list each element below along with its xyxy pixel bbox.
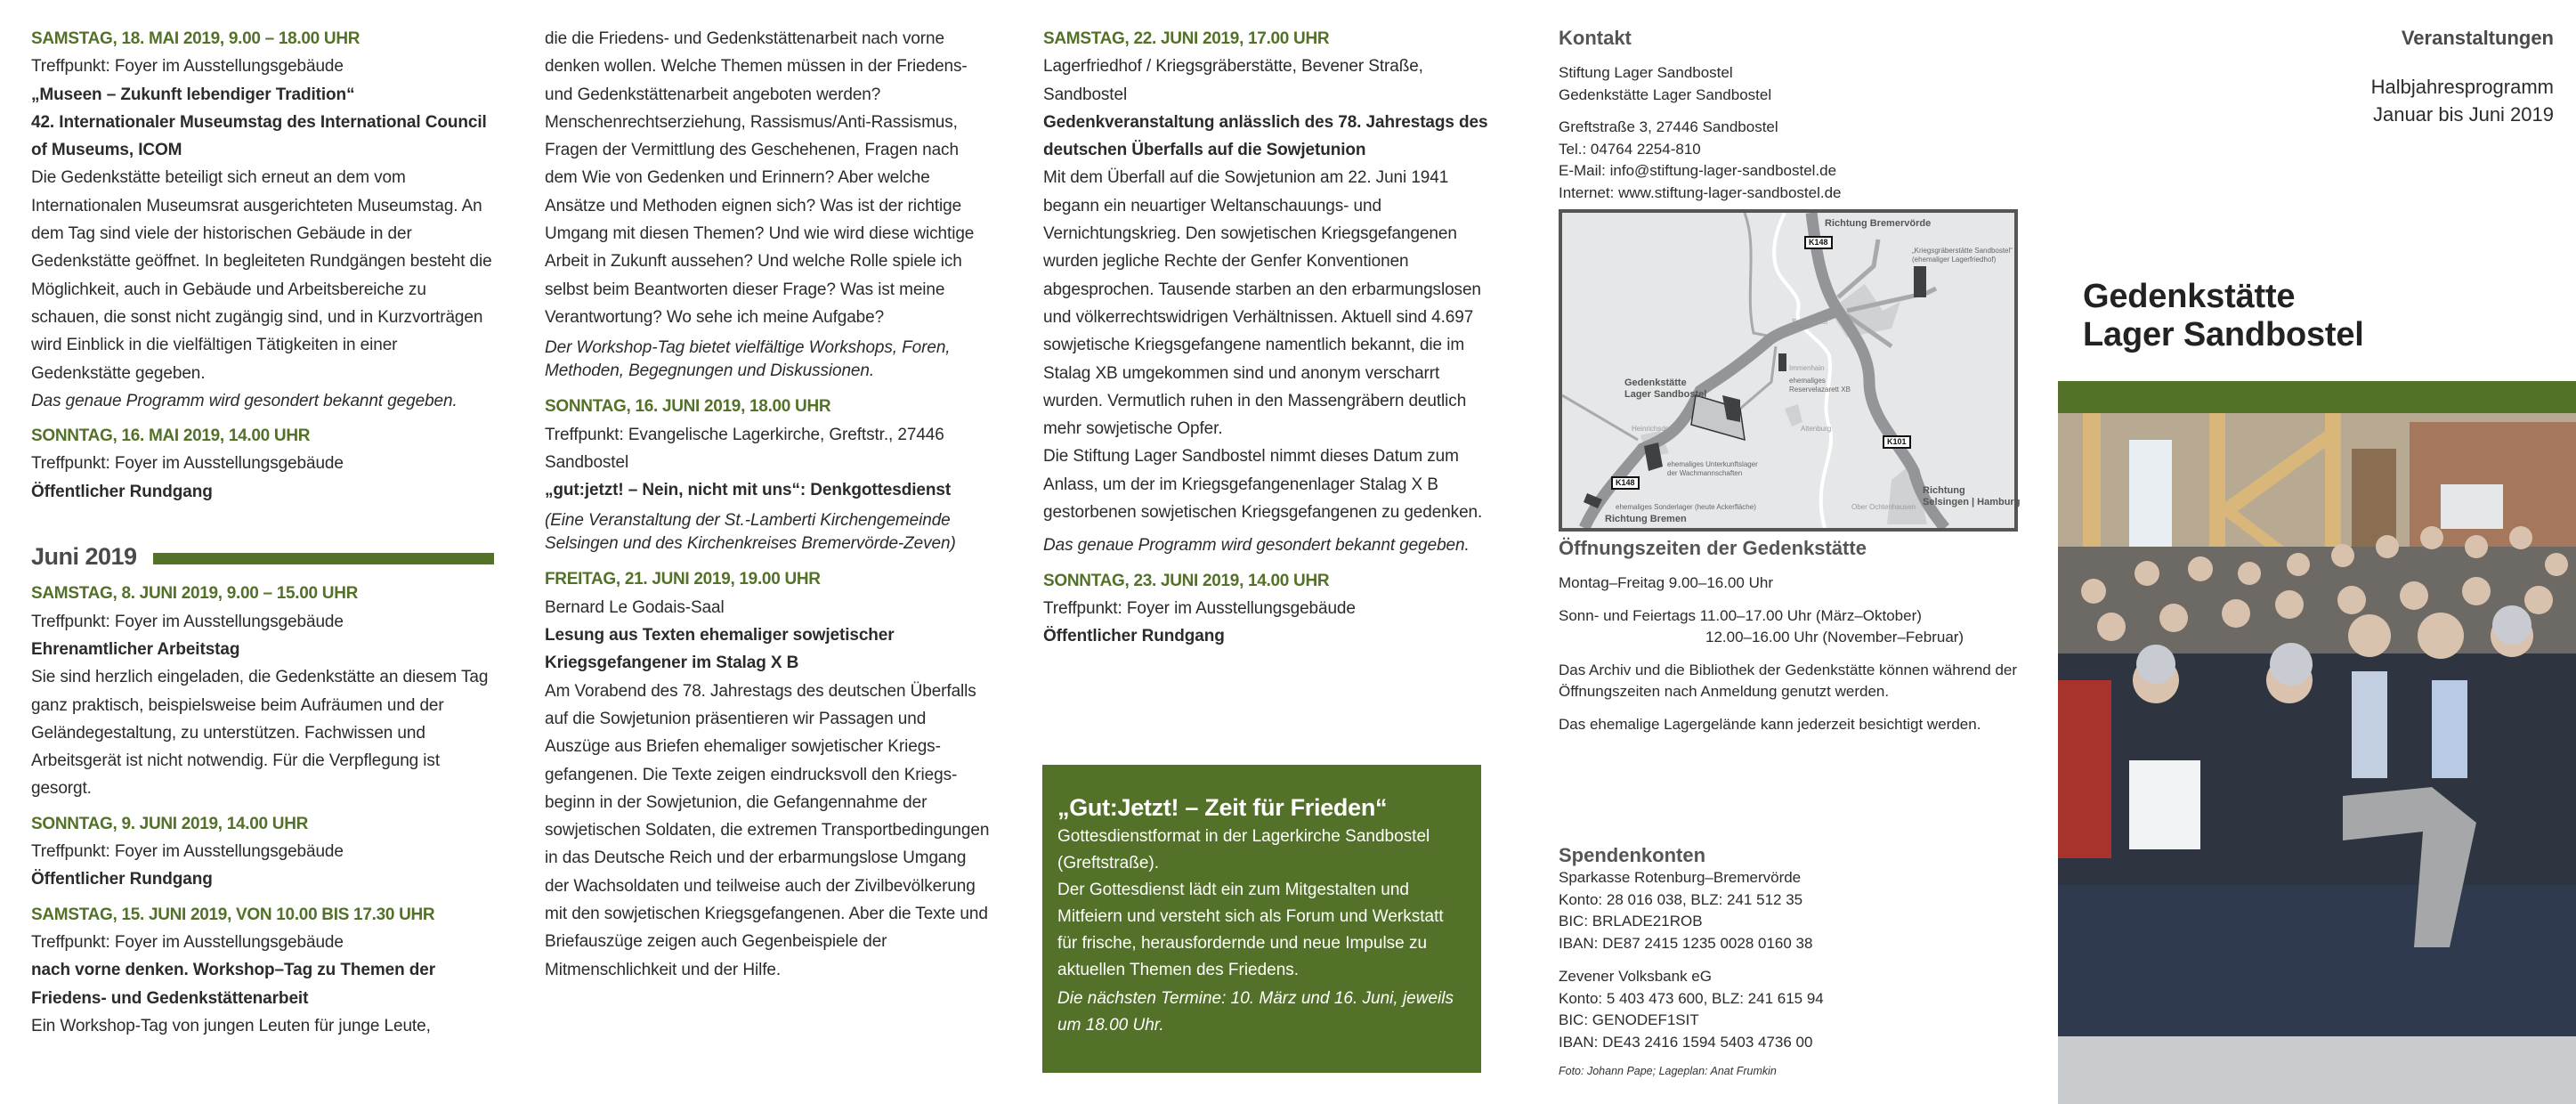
opening-sundays-summer: Sonn- und Feiertags 11.00–17.00 Uhr (März–Oktober)	[1559, 606, 1922, 624]
contact-email[interactable]: E-Mail: info@stiftung-lager-sandbostel.de	[1559, 162, 1837, 179]
cover-label: Veranstaltungen	[2401, 27, 2554, 49]
map-road-sign-k148-south: K148	[1611, 476, 1640, 490]
bank-iban: IBAN: DE87 2415 1235 0028 0160 38	[1559, 935, 1813, 953]
event-title: Öffentlicher Rundgang	[1043, 627, 1225, 646]
event-rundgang-may	[31, 422, 494, 506]
map-label-selsingen-1: Richtung	[1923, 485, 1965, 496]
map-label-lazarett-1: ehemaliges	[1789, 377, 1826, 385]
bank-account-sparkasse	[1559, 867, 2021, 955]
event-place: Treffpunkt: Evangelische Lagerkirche, Greftstr., 27446 Sandbostel	[545, 425, 944, 472]
month-divider-bar	[153, 553, 494, 564]
map-road-sign-k101: K101	[1883, 435, 1911, 449]
bank-name: Sparkasse Rotenburg–Bremervörde	[1559, 869, 1802, 886]
event-description: Mit dem Überfall auf die Sowjetunion am 22. Juni 1941 begann ein neuartiger Weltanschauungs- und Vernichtungskrieg. Den sowjetischen Kriegsgefangenen wurden jegliche Rechte der Genfer Konventionen abgesprochen. Tausende starben an den erbarmungslosen und völkerrechtswidrigen Verhältnissen. Aktuell sind 4.697 sowjetische Kriegsgefangene namentlich bekannt, die im Stalag XB umgekommen sind und anonym verscharrt wurden. Vermutlich ruhen in den Massengräbern deutlich mehr sowjetische Opfer.	[1043, 168, 1481, 439]
event-place: Lagerfriedhof / Kriegsgräberstätte, Bevener Straße, Sandbostel	[1043, 57, 1423, 104]
event-title: Lesung aus Texten ehemaliger sowjetischer Kriegsgefangener im Stalag X B	[545, 626, 895, 673]
column-june-continued	[545, 25, 990, 991]
event-place: Bernard Le Godais-Saal	[545, 597, 725, 617]
map-label-cemetery-2: (ehemaliger Lagerfriedhof)	[1912, 256, 1997, 264]
map-label-altenburg: Altenburg	[1801, 425, 1832, 433]
map-label-cemetery-1: „Kriegsgräberstätte Sandbostel“	[1912, 247, 2013, 255]
event-place: Treffpunkt: Foyer im Ausstellungsgebäude	[31, 612, 344, 631]
month-label: Juni 2019	[31, 543, 137, 571]
event-description: Am Vorabend des 78. Jahrestags des deutschen Überfalls auf die Sowjetunion präsentieren wir Passagen und Auszüge aus Briefen ehemaliger sowjetischer Kriegsgefangenen. Die Texte zeigen eindrucksvoll den Kriegsbeginn in der Sowjetunion, die Gefangennahme der sowjetischen Soldaten, die extremen Transportbedingungen in das Deutsche Reich und der erbarmungslose Umgang der Wachsoldaten und teilweise auch der Zivilbevölkerung mit den sowjetischen Kriegsgefangenen. Aber die Texte und Briefauszüge zeigen auch Gegenbeispiele der Mitmenschlichkeit und der Hilfe.	[545, 681, 990, 979]
event-denkgottesdienst	[545, 393, 990, 555]
event-lesung	[545, 565, 990, 983]
event-subtitle: 42. Internationaler Museumstag des International Council of Museums, ICOM	[31, 112, 487, 160]
photo-credit: Foto: Johann Pape; Lageplan: Anat Frumkin	[1559, 1064, 1777, 1077]
bank-konto: Konto: 5 403 473 600, BLZ: 241 615 94	[1559, 989, 1824, 1007]
map-label-oberochtenhausen: Ober Ochtenhausen	[1851, 503, 1916, 511]
event-date: SONNTAG, 16. JUNI 2019, 18.00 UHR	[545, 397, 831, 417]
map-label-site-1: Gedenkstätte	[1624, 377, 1687, 388]
map-road-sign-k148-north: K148	[1804, 236, 1833, 249]
bank-iban: IBAN: DE43 2416 1594 5403 4736 00	[1559, 1033, 1813, 1051]
opening-sundays-winter: 12.00–16.00 Uhr (November–Februar)	[1705, 629, 1964, 645]
infobox-note: Die nächsten Termine: 10. März und 16. Juni, jeweils um 18.00 Uhr.	[1057, 989, 1454, 1035]
event-date: SONNTAG, 23. JUNI 2019, 14.00 UHR	[1043, 571, 1330, 590]
map-label-bremervoerde: Richtung Bremervörde	[1825, 218, 1932, 229]
event-title: „gut:jetzt! – Nein, nicht mit uns“: Denkgottesdienst	[545, 481, 952, 500]
opening-sundays	[1559, 605, 2021, 649]
contact-org1: Stiftung Lager Sandbostel	[1559, 64, 1733, 81]
map-label-sandbostel: Sandbostel	[1792, 318, 1828, 326]
cover-subtitle	[2371, 73, 2554, 128]
event-date: SONNTAG, 9. JUNI 2019, 14.00 UHR	[31, 814, 309, 833]
map-label-guard-camp-1: ehemaliges Unterkunftslager	[1667, 460, 1758, 468]
event-workshop	[31, 901, 494, 1040]
map-label-selsingen-2: Selsingen | Hamburg	[1923, 497, 2021, 507]
event-date: SAMSTAG, 15. JUNI 2019, VON 10.00 BIS 17.30 UHR	[31, 905, 435, 924]
site-map	[1559, 209, 2021, 532]
opening-grounds-note: Das ehemalige Lagergelände kann jederzeit besichtigt werden.	[1559, 715, 1981, 733]
cover-panel	[2049, 0, 2576, 1104]
column-contact	[1559, 27, 2021, 746]
audience-photo-illustration	[2058, 413, 2576, 1104]
event-rundgang-june23	[1043, 567, 1497, 651]
event-rundgang-june9	[31, 810, 494, 894]
event-title: „Museen – Zukunft lebendiger Tradition“	[31, 85, 355, 104]
event-place: Treffpunkt: Foyer im Ausstellungsgebäude	[31, 932, 344, 952]
event-place: Treffpunkt: Foyer im Ausstellungsgebäude	[31, 454, 344, 474]
month-heading-june	[31, 543, 494, 571]
opening-weekdays: Montag–Freitag 9.00–16.00 Uhr	[1559, 574, 1773, 591]
event-title: nach vorne denken. Workshop–Tag zu Themen der Friedens- und Gedenkstättenarbeit	[31, 961, 436, 1008]
event-arbeitstag	[31, 580, 494, 802]
event-description: Die Gedenkstätte beteiligt sich erneut an dem vom Internationalen Museumsrat ausgerichteten Museumstag. An dem Tag sind viele der historischen Gebäude in der Gedenkstätte geöffnet. In begleiteten Rundgängen besteht die Möglichkeit, auch in Gebäude und Arbeitsbereiche zu schauen, die sonst nicht zugängig sind, und in Kurzvorträgen wird Einblick in die vielfältigen Tätigkeiten in einer Gedenkstätte gegeben.	[31, 168, 492, 383]
event-title: Öffentlicher Rundgang	[31, 482, 213, 501]
cover-subtitle-1: Halbjahresprogramm	[2370, 76, 2554, 98]
gut-jetzt-infobox	[1042, 765, 1481, 1073]
map-label-bremen: Richtung Bremen	[1605, 514, 1687, 524]
map-label-site-2: Lager Sandbostel	[1624, 389, 1707, 400]
bank-bic: BIC: GENODEF1SIT	[1559, 1011, 1699, 1029]
event-description: Ein Workshop-Tag von jungen Leuten für junge Leute,	[31, 1016, 431, 1035]
bank-konto: Konto: 28 016 038, BLZ: 241 512 35	[1559, 890, 1803, 908]
event-date: SAMSTAG, 22. JUNI 2019, 17.00 UHR	[1043, 29, 1330, 48]
donations-heading: Spendenkonten	[1559, 844, 1706, 866]
column-may-june	[31, 25, 494, 1047]
contact-org	[1559, 62, 2021, 106]
cover-title-2: Lager Sandbostel	[2083, 316, 2364, 353]
infobox-line1: Gottesdienstformat in der Lagerkirche Sandbostel (Greftstraße).	[1057, 827, 1430, 873]
map-label-immenhain: Immenhain	[1789, 364, 1825, 372]
contact-details	[1559, 117, 2021, 204]
cover-subtitle-2: Januar bis Juni 2019	[2372, 103, 2554, 126]
event-note: (Eine Veranstaltung der St.-Lamberti Kirchengemeinde Selsingen und des Kirchenkreises Bremervörde-Zeven)	[545, 511, 956, 553]
workshop-note: Der Workshop-Tag bietet vielfältige Workshops, Foren, Methoden, Begegnungen und Diskussionen.	[545, 338, 951, 380]
event-place: Treffpunkt: Foyer im Ausstellungsgebäude	[1043, 598, 1356, 618]
event-date: SONNTAG, 16. MAI 2019, 14.00 UHR	[31, 426, 311, 446]
contact-address: Greftstraße 3, 27446 Sandbostel	[1559, 118, 1778, 135]
event-gedenkveranstaltung	[1043, 25, 1497, 560]
contact-org2: Gedenkstätte Lager Sandbostel	[1559, 85, 1772, 103]
event-note: Das genaue Programm wird gesondert bekannt gegeben.	[1043, 536, 1470, 556]
event-museumstag	[31, 25, 494, 415]
opening-archive-note: Das Archiv und die Bibliothek der Gedenkstätte können während der Öffnungszeiten nach Anmeldung genutzt werden.	[1559, 661, 2018, 700]
event-note: Das genaue Programm wird gesondert bekannt gegeben.	[31, 391, 458, 410]
donation-accounts	[1559, 844, 2021, 1077]
event-title: Gedenkveranstaltung anlässlich des 78. Jahrestags des deutschen Überfalls auf die Sowjetunion	[1043, 112, 1488, 160]
event-place: Treffpunkt: Foyer im Ausstellungsgebäude	[31, 57, 344, 77]
map-label-heinrichsdorf: Heinrichsdorf	[1632, 425, 1674, 433]
column-june-late	[1043, 25, 1497, 658]
event-description: Sie sind herzlich eingeladen, die Gedenkstätte an diesem Tag ganz praktisch, beispielsweise beim Aufräumen und der Geländegestaltung, zu unterstützen. Fachwissen und Arbeitsgerät ist nicht notwendig. Für die Verpflegung ist gesorgt.	[31, 668, 489, 799]
workshop-description-continued: die die Friedens- und Gedenkstättenarbeit nach vorne denken wollen. Welche Themen müssen in der Friedens- und Gedenkstättenarbeit angeboten werden? Menschenrechtserziehung, Rassismus/Anti-Rassismus, Fragen der Vermittlung des Geschehenen, Fragen nach dem Wie von Gedenken und Erinnern? Aber welche Ansätze und Methoden eignen sich? Was ist der richtige Umgang mit diesen Themen? Und wie wird diese wichtige Arbeit in Zukunft aussehen? Und welche Rolle spiele ich selbst beim Beantworten dieser Frage? Was ist meine Verantwortung? Wo sehe ich meine Aufgabe?	[545, 29, 975, 327]
bank-name: Zevener Volksbank eG	[1559, 967, 1712, 985]
contact-phone: Tel.: 04764 2254-810	[1559, 140, 1701, 158]
opening-hours-heading: Öffnungszeiten der Gedenkstätte	[1559, 537, 1867, 559]
cover-photo-audience	[2058, 413, 2576, 1104]
event-description-2: Die Stiftung Lager Sandbostel nimmt dieses Datum zum Anlass, um der im Kriegsgefangenenlager Stalag X B gestorbenen sowjetischen Kriegsgefangenen zu gedenken.	[1043, 447, 1483, 523]
bank-bic: BIC: BRLADE21ROB	[1559, 913, 1703, 930]
contact-website[interactable]: Internet: www.stiftung-lager-sandbostel.de	[1559, 183, 1842, 201]
contact-heading: Kontakt	[1559, 27, 1632, 49]
event-place: Treffpunkt: Foyer im Ausstellungsgebäude	[31, 842, 344, 862]
event-title: Ehrenamtlicher Arbeitstag	[31, 639, 240, 659]
map-label-special-camp: ehemaliges Sonderlager (heute Ackerfläche)	[1616, 503, 1756, 511]
map-label-lazarett-2: Reservelazarett XB	[1789, 386, 1851, 394]
cover-title	[2083, 278, 2364, 354]
bank-account-volksbank	[1559, 966, 2021, 1054]
event-date: SAMSTAG, 18. MAI 2019, 9.00 – 18.00 UHR	[31, 29, 360, 48]
cover-title-1: Gedenkstätte	[2083, 278, 2296, 315]
event-date: FREITAG, 21. JUNI 2019, 19.00 UHR	[545, 570, 821, 589]
infobox-title: „Gut:Jetzt! – Zeit für Frieden“	[1057, 794, 1388, 821]
infobox-line2: Der Gottesdienst lädt ein zum Mitgestalten und Mitfeiern und versteht sich als Forum und Werkstatt für frische, herausfordernde und neue Impulse zu aktuellen Themen des Friedens.	[1057, 881, 1444, 979]
event-date: SAMSTAG, 8. JUNI 2019, 9.00 – 15.00 UHR	[31, 584, 359, 604]
map-label-guard-camp-2: der Wachmannschaften	[1667, 469, 1743, 477]
cover-green-bar	[2058, 381, 2576, 413]
event-title: Öffentlicher Rundgang	[31, 870, 213, 889]
